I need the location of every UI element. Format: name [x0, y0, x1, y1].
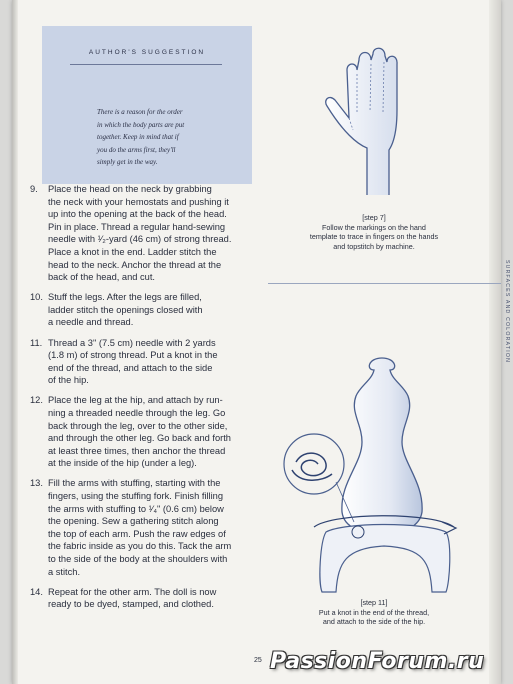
step-number: 14.: [30, 586, 43, 597]
step-text: Thread a 3" (7.5 cm) needle with 2 yards (1.8 m) of strong thread. Put a knot in the end of the thread, and attach to the side of the hip.: [48, 337, 218, 386]
title-rule: [70, 64, 222, 65]
step-item: [30, 337, 265, 387]
chapter-side-tab: SURFACES AND COLORATION: [504, 260, 510, 364]
step-text: Repeat for the other arm. The doll is now ready to be dyed, stamped, and clothed.: [48, 586, 217, 610]
step-text: Place the head on the neck by grabbing the neck with your hemostats and pushing it up into the opening at the back of the head. Pin in place. Thread a regular hand-sewing needle with ¹⁄₂-yard (46 cm) of strong thread. Place a knot in the end. Ladder stitch the head to the neck. Anchor the thread at the back of the head, and cut.: [48, 184, 232, 283]
step-number: 12.: [30, 395, 43, 406]
page-number: 25: [254, 657, 262, 664]
page-spine-shadow: [12, 0, 18, 684]
book-page: [12, 0, 510, 684]
step-item: [30, 394, 265, 470]
author-suggestion-text: There is a reason for the order in which the body parts are put together. Keep in mind that if you do the arms first, they'll simply get in the way.: [97, 108, 185, 166]
step-number: 11.: [30, 337, 43, 348]
step-item: [30, 183, 265, 284]
hand-template-illustration: [305, 40, 445, 205]
watermark: PassionForum.ru: [270, 649, 485, 674]
step-number: 10.: [30, 292, 43, 303]
instruction-steps: [30, 183, 265, 618]
step-text: Place the leg at the hip, and attach by run- ning a threaded needle through the leg. Go back through the leg, over to the other side, and through the other leg. Go back and forth at least three times, then anchor the thread at the inside of the hip (under a leg).: [48, 395, 231, 469]
step-11-caption: [step 11] Put a knot in the end of the thread, and attach to the side of the hip.: [318, 598, 430, 627]
doll-body-illustration: [274, 352, 494, 597]
step-item: [30, 291, 265, 329]
step-7-caption: [step 7] Follow the markings on the hand template to trace in fingers on the hands and topstitch by machine.: [309, 213, 439, 251]
step-item: [30, 586, 265, 611]
column-divider: [268, 283, 501, 284]
author-suggestion-box: [42, 26, 252, 184]
step-text: Stuff the legs. After the legs are filled, ladder stitch the openings closed with a needle and thread.: [48, 292, 203, 328]
step-number: 13.: [30, 478, 43, 489]
step-number: 9.: [30, 184, 38, 194]
step-item: [30, 477, 265, 578]
step-text: Fill the arms with stuffing, starting with the fingers, using the stuffing fork. Finish filling the arms with stuffing to ¹⁄₄" (0.6 cm) below the opening. Sew a gathering stitch along the top of each arm. Push the raw edges of the fabric inside as you do this. Tack the arm to the side of the body at the shoulders with a stitch.: [48, 478, 232, 577]
author-suggestion-title: AUTHOR'S SUGGESTION: [88, 49, 206, 56]
